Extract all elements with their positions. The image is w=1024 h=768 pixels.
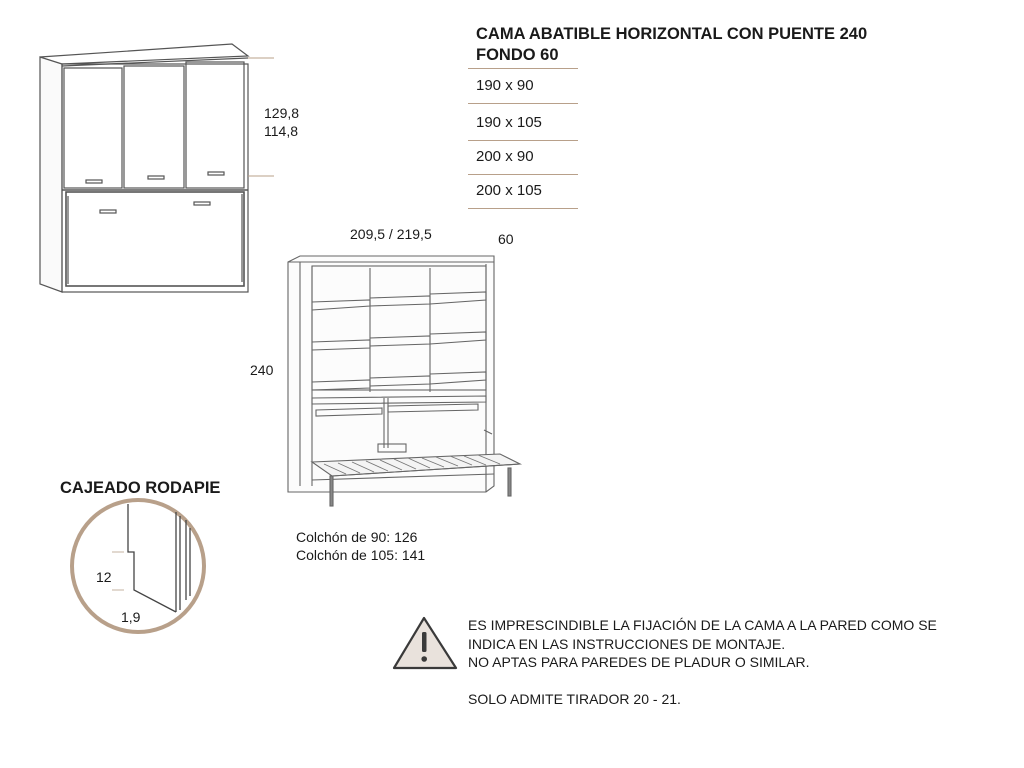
warning-line-2: INDICA EN LAS INSTRUCCIONES DE MONTAJE.: [468, 635, 786, 652]
dimension-height-top-2: 114,8: [264, 123, 298, 139]
warning-line-1: ES IMPRESCINDIBLE LA FIJACIÓN DE LA CAMA A LA PARED COMO SE: [468, 617, 937, 633]
warning-triangle-icon: [394, 618, 456, 668]
mattress-105-note: Colchón de 105: 141: [296, 547, 426, 563]
size-label: 190 x 105: [476, 114, 542, 131]
warning-line-3: NO APTAS PARA PAREDES DE PLADUR O SIMILAR.: [468, 654, 810, 670]
warning-line-4: SOLO ADMITE TIRADOR 20 - 21.: [468, 690, 681, 707]
size-row: [468, 68, 578, 104]
dimension-width: 209,5 / 219,5: [350, 226, 432, 242]
size-label: 200 x 105: [476, 182, 542, 199]
dimension-depth: 60: [498, 231, 514, 247]
size-row: [468, 140, 578, 175]
dimension-height-top-1: 129,8: [264, 105, 300, 121]
open-bed-perspective-view: [288, 256, 520, 506]
size-label: 190 x 90: [476, 77, 534, 94]
detail-depth: 1,9: [121, 609, 141, 625]
size-label: 200 x 90: [476, 148, 534, 165]
mattress-90-note: Colchón de 90: 126: [296, 529, 418, 545]
warning-text: [468, 616, 937, 708]
size-row: [468, 106, 578, 141]
dimension-height: 240: [250, 362, 274, 378]
detail-title: CAJEADO RODAPIE: [60, 479, 221, 497]
title-line-1: CAMA ABATIBLE HORIZONTAL CON PUENTE 240: [476, 25, 868, 43]
page-title: [476, 24, 867, 66]
closed-bed-front-view: [40, 44, 274, 292]
detail-height: 12: [96, 569, 112, 585]
title-line-2: FONDO 60: [476, 46, 559, 64]
size-row: [468, 174, 578, 209]
